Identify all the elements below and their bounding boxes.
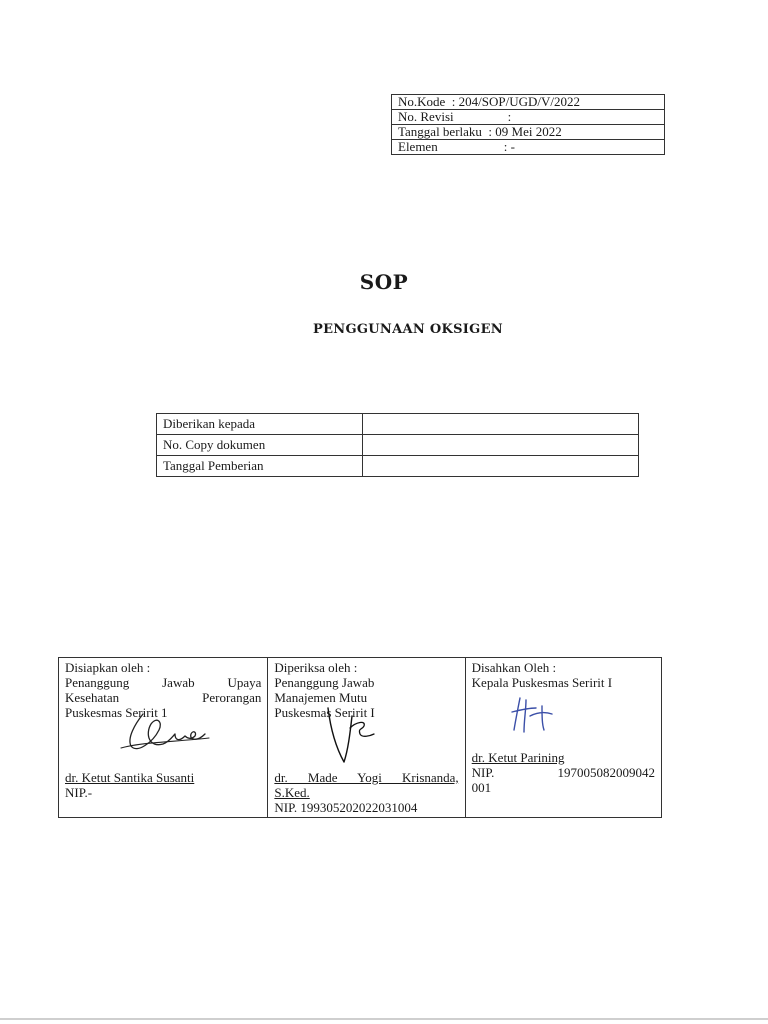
element-label: Elemen (398, 139, 438, 154)
prepared-signature (113, 702, 223, 758)
document-code-box (391, 94, 665, 155)
prepared-heading: Disiapkan oleh : (65, 660, 151, 675)
distribution-table (156, 413, 639, 477)
approved-signature (502, 690, 562, 740)
reviewed-name-text: dr. Made Yogi Krisnanda, (274, 770, 459, 785)
prepared-name: dr. Ketut Santika Susanti (65, 770, 195, 785)
prepared-role-line: Kesehatan Perorangan (65, 690, 262, 705)
approved-signature-area (472, 720, 655, 770)
distribution-label: No. Copy dokumen (157, 435, 363, 456)
prepared-nip: NIP.- (65, 785, 93, 800)
reviewed-name (274, 770, 458, 785)
prepared-role-line: Puskesmas Seririt 1 (65, 705, 168, 720)
approved-by-cell (465, 658, 661, 818)
code-value: : 204/SOP/UGD/V/2022 (451, 94, 581, 109)
approved-name: dr. Ketut Parining (471, 750, 565, 765)
signature-table (58, 657, 662, 818)
effective-date-value: : 09 Mei 2022 (488, 124, 562, 139)
prepared-signature-area (65, 720, 261, 770)
document-title: SOP (359, 270, 409, 294)
distribution-value (363, 456, 639, 477)
effective-date-label: Tanggal berlaku (398, 124, 482, 139)
reviewed-role-line: Puskesmas Seririt I (274, 705, 375, 720)
approved-role-line: Kepala Puskesmas Seririt I (471, 675, 613, 690)
reviewed-heading: Diperiksa oleh : (274, 660, 358, 675)
approved-heading: Disahkan Oleh : (471, 660, 557, 675)
distribution-row (157, 435, 639, 456)
code-row (392, 95, 665, 110)
approved-nip: NIP. 197005082009042 (471, 765, 655, 780)
reviewed-signature-area (274, 720, 458, 770)
approved-nip-continued: 001 (471, 780, 492, 795)
distribution-label: Diberikan kepada (157, 414, 363, 435)
reviewed-by-cell (268, 658, 465, 818)
prepared-role-line: Penanggung Jawab Upaya (65, 675, 262, 690)
distribution-row (157, 456, 639, 477)
reviewed-nip: NIP. 199305202022031004 (274, 800, 418, 815)
prepared-by-cell (59, 658, 268, 818)
effective-date-row (392, 125, 665, 140)
distribution-value (363, 414, 639, 435)
distribution-label: Tanggal Pemberian (157, 456, 363, 477)
revision-value: : (507, 109, 512, 124)
document-subtitle: PENGGUNAAN OKSIGEN (313, 322, 503, 337)
reviewed-signature (304, 704, 384, 770)
revision-row (392, 110, 665, 125)
reviewed-title: S.Ked. (274, 785, 310, 800)
revision-label: No. Revisi (398, 109, 454, 124)
reviewed-role-line: Manajemen Mutu (274, 690, 368, 705)
element-row (392, 140, 665, 155)
code-label: No.Kode (398, 94, 446, 109)
distribution-value (363, 435, 639, 456)
element-value: : - (503, 139, 515, 154)
distribution-row (157, 414, 639, 435)
scan-edge-line (0, 1018, 768, 1020)
reviewed-role-line: Penanggung Jawab (274, 675, 375, 690)
